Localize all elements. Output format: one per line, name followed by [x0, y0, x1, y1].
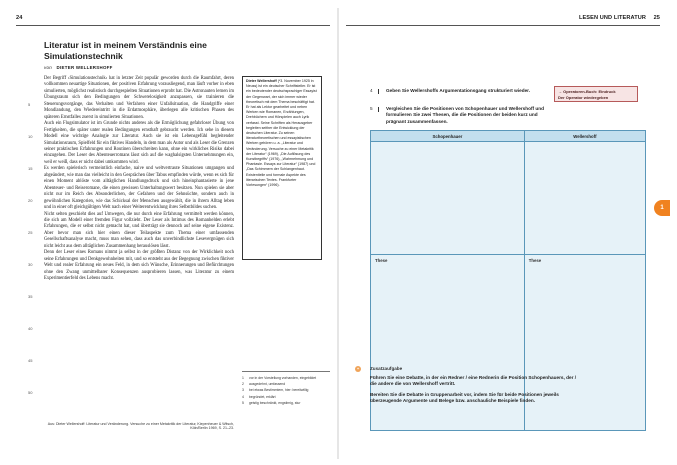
additional-task-text: Führen Sie eine Debatte, in der ein Redner / eine Rednerin die Position Schopenhauers, der / die andere die von Wellershoff vertritt.	[370, 375, 577, 387]
line-number: 45	[28, 358, 33, 363]
article-body	[44, 76, 234, 283]
line-number: 20	[28, 198, 33, 203]
additional-task	[356, 365, 580, 405]
bio-name: Dieter Wellershoff	[246, 79, 277, 83]
column-header-schopenhauer: Schopenhauer	[371, 131, 525, 142]
table-cell	[524, 142, 645, 255]
footnote-text: geistig beschränkt, engstirnig, stur	[249, 400, 301, 405]
footnote-number: 2	[242, 382, 244, 387]
right-page-number: 25	[653, 15, 660, 21]
task-5	[370, 106, 558, 125]
task-number: 5	[370, 106, 373, 111]
article-title: Literatur ist in meinem Verständnis eine Simulationstechnik	[44, 40, 207, 61]
chapter-tab: 1	[654, 200, 670, 216]
line-number: 50	[28, 390, 33, 395]
body-paragraph: Auch ein Flugsimulator ist im Grunde nichts anderes als die Ermöglichung gefahrloser Übung von Fertigkeiten, die später unter realen Bedingungen ernsthaft gebraucht werden. Ich sehe in diesem Modell eine wichtige Analogie zur Literatur. Auch sie ist ein Lebensgefühl begleitender Simulationsraum, Spielfeld für ein fiktives Handeln, in dem man als Autor und als Leser die Grenzen seiner praktischen Erfahrungen und Routinen überschreiten kann, ohne ein wirkliches Risiko dabei einzugehen. Der Leser des Abenteuerromans lässt sich auf die waghalsigsten Unternehmungen ein, weil er weiß, dass er nicht dabei umkommen wird.	[44, 121, 234, 165]
footnote-text: ausgedehnt, umfassend	[249, 382, 286, 387]
these-cell: These	[371, 255, 525, 431]
left-page	[6, 8, 338, 459]
additional-task-heading: Zusatzaufgabe	[370, 366, 403, 371]
these-cell: These	[524, 255, 645, 431]
author-bio-box	[242, 76, 322, 260]
line-number: 35	[28, 294, 33, 299]
footnote-number: 1	[242, 376, 244, 380]
ref-line-1: → Operatoren-Buch: Eindruck	[558, 89, 616, 94]
task-marker	[378, 89, 379, 94]
footnote-text: bei etwas Bestimmtem, hier: bereitwillig	[249, 388, 309, 393]
body-paragraph: Denn der Leser eines Romans nimmt ja selbst in der größten Distanz von der Wirklichkeit noch seine Erfahrungen und Denkgewohnheiten mit, und so entsteht aus der Begegnung zwischen fiktiver Welt und realer Erfahrung ein neues Feld, in dem sich Wünsche, Erinnerungen und Befürchtungen ohne den Zwang unmittelbarer Konsequenzen ausprobieren lassen, was Literatur zu einem Experimentierfeld des Lebens macht.	[44, 250, 234, 282]
additional-task-text: Bereiten Sie die Debatte in Gruppenarbeit vor, indem Sie für beide Positionen jeweils überzeugende Argumente und Belege bzw. anschauliche Beispiele finden.	[370, 391, 559, 404]
author-name: DIETER WELLERSHOFF	[56, 65, 113, 70]
footnotes	[242, 371, 330, 406]
line-number: 25	[28, 230, 33, 235]
task-4	[370, 88, 546, 94]
task-marker	[378, 107, 379, 112]
task-number: 4	[370, 88, 373, 93]
left-page-header	[16, 14, 330, 26]
column-header-wellershoff: Wellershoff	[524, 131, 645, 142]
running-head: LESEN UND LITERATUR	[578, 15, 646, 21]
footnote-text: begründet, erklärt	[249, 394, 276, 399]
footnote-number: 4	[242, 394, 244, 399]
operator-reference-box	[554, 86, 638, 102]
task-text: Vergleichen Sie die Positionen von Schopenhauer und Wellershoff und formulieren Sie zwei Thesen, die die Positionen der beiden kurz und prägnant zusammenfassen.	[386, 106, 545, 124]
source-citation: Aus: Dieter Wellershoff: Literatur und Veränderung. Versuche zu einer Metakritik der Literatur, Kiepenheuer & Witsch, Köln/Berlin 1969, S. 21–23.	[47, 422, 234, 430]
additional-task-heading-row	[356, 365, 580, 371]
bio-text: (*3. November 1925 in Neuss) ist ein deutscher Schriftsteller. Er ist ein bedeutender deutschsprachiger Essayist der Gegenwart, der sich immer wieder theoretisch mit dem Thema beschäftigt hat. Er hat als Lektor gearbeitet und neben Werken wie Romanen, Erzählungen, Drehbüchern und Hörspielen auch Lyrik verfasst. Seine Schriften als Herausgeber begleiten seither die Entwicklung der deutschen Literatur. Zu seinen literaturtheoretischen und essayistischen Werken gehören u. a. „Literatur und Veränderung. Versuche zu einer Metakritik der Literatur“ (1969), „Die Auflösung des Kunstbegriffs“ (1976), „Wahrnehmung und Phantasie. Essays zur Literatur“ (1987) und „Das Schimmern der Schlangenhaut. Existentielle und formale Aspekte des literarischen Textes. Frankfurter Vorlesungen“ (1996).	[246, 79, 317, 188]
line-number: 15	[28, 166, 33, 171]
article-author	[44, 65, 113, 70]
right-page	[338, 8, 670, 459]
line-number: 30	[28, 262, 33, 267]
footnote-item	[242, 400, 330, 406]
ref-line-2: Der Operator wiedergeben	[558, 94, 609, 100]
table-cell	[371, 142, 525, 255]
footnote-number: 3	[242, 388, 244, 393]
task-text: Geben Sie Wellershoffs Argumentationsgang strukturiert wieder.	[386, 88, 531, 93]
plus-circle-icon: +	[356, 365, 360, 371]
body-paragraph: Es werden spielerisch vermeintlich einfache, naive und weltvertraute Situationen umgangen und abgeändert, wie man das vielleicht in den Gesprächen über Tabus empfinden würde, wenn es sich für einen Moment ablöste vom alltäglichen Handlungsdruck und sich hineinphantasierte in jene Abenteuer- und Reiseromane, die einen gewissen Unterhaltungswert besitzen. Nun spielen sie aber nicht nur im Reich des Absonderlichen, der Gefahren und der Sehnsüchte, sondern auch in gewöhnlichen Kategorien, wie das Schicksal der Menschen ausgewählt, die in ihrem Alltag leben und in einer oft gleichgültigen Welt nach einer Weiterentwicklung ihres Selbstbildes suchen.	[44, 166, 234, 211]
footnote-number: 5	[242, 400, 244, 405]
body-paragraph: Der Begriff ›Simulationstechnik‹ hat in letzter Zeit populär geworden durch die Raumfahrt, deren vollkommen neuartige Situationen, der positiven Erfahrung vorausliegend, man läuft vorher in eben simulierten, möglichst realistisch durchgespielten Situationen erprobt hat. Die Astronauten lernen im Übungsraum sich den Bedingungen der Schwerelosigkeit anzupassen, sie trainieren die Steuerungsvorgänge, das Verhalten und Verfahren einer Unfallsituation, die Handgriffe einer Mondlandung, den Wiedereintritt in die Erdatmosphäre, überlegen alle kritischen Phasen des späteren Ernstfalles zuerst in simulierten Situationen.	[44, 76, 234, 120]
author-prefix: von	[44, 65, 52, 70]
right-page-header	[346, 14, 660, 26]
line-number: 5	[28, 102, 31, 107]
body-paragraph: Nicht selten geschieht dies auf Umwegen, die nur durch eine Erfahrung vermittelt werden können, die sich am Modell einer fremden Figur vollzieht. Der Leser als Intimus des Romanhelden erlebt Erfahrungen, die er selbst nicht gemacht hat, und überträgt sie dennoch auf seine eigene Existenz. Aber bevor man sich hier einen dieser Teilaspekte zum Thema einer umfassenden Gesellschaftsanalyse macht, muss man sehen, dass auch das unverbindlichste Lesevergnügen sich nicht leicht aus dem alltäglichen Zusammenhang herauslösen lässt.	[44, 211, 234, 249]
book-spread	[6, 8, 670, 459]
line-number: 10	[28, 134, 33, 139]
line-number: 40	[28, 326, 33, 331]
left-page-number: 24	[16, 15, 23, 21]
table-row	[371, 142, 646, 255]
table-header-row	[371, 131, 646, 142]
footnote-text: vor in der Vorstellung vorhanden, eingebildet	[249, 376, 317, 380]
